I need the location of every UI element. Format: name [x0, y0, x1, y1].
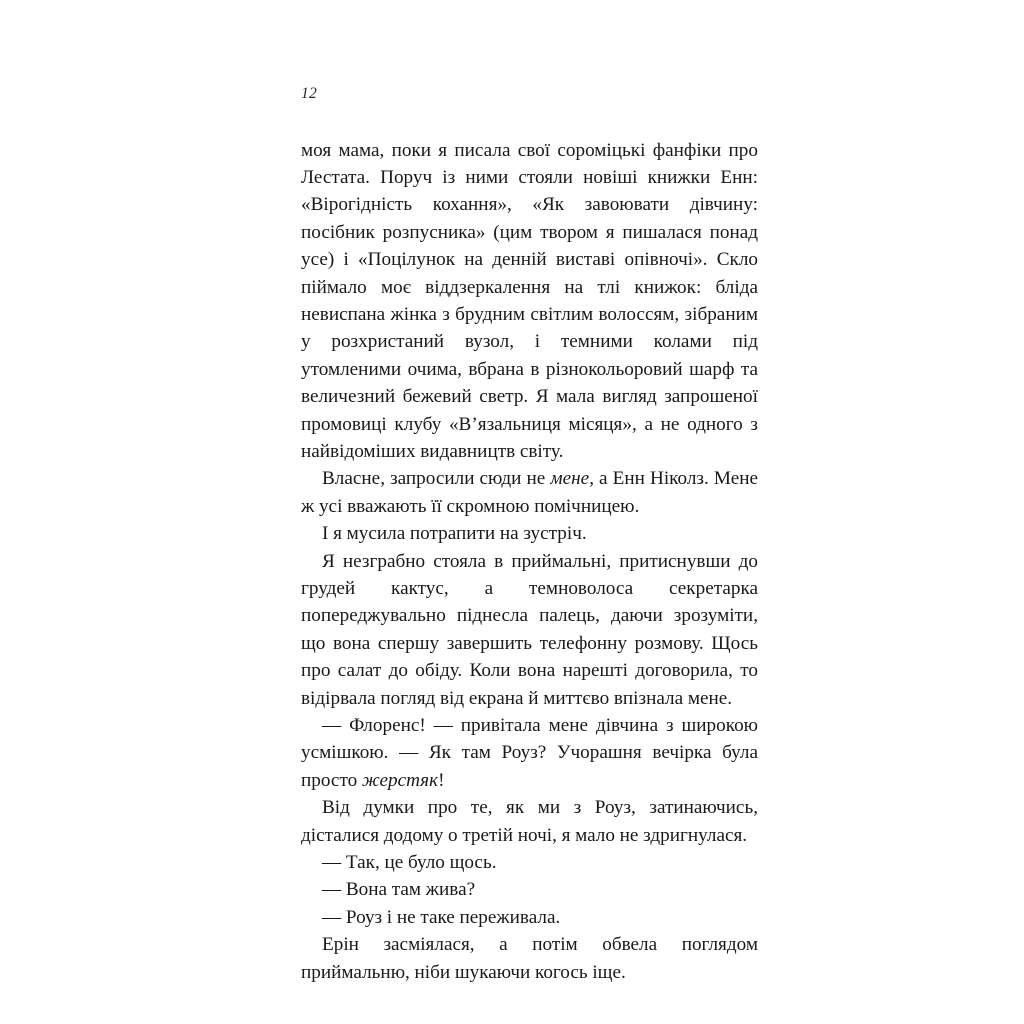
paragraph-6: Від думки про те, як ми з Роуз, затинаючись, дісталися додому о третій ночі, я мало не здригнулася. [301, 797, 758, 846]
dialogue-line-3: — Роуз і не таке переживала. [322, 906, 561, 928]
dialogue-line-2: — Вона там жива? [322, 879, 476, 901]
paragraph-5-lead: — Флоренс! — привітала мене дівчина з широкою усмішкою. — Як там Роуз? Учорашня вечірка була просто [301, 715, 758, 791]
page-number: 12 [301, 85, 317, 102]
body-text [301, 137, 758, 987]
paragraph-1: моя мама, поки я писала свої сороміцькі фанфіки про Лестата. Поруч із ними стояли новіші книжки Енн: «Вірогідність кохання», «Як завоювати дівчину: посібник розпусника» (цим твором я пишалася понад усе) і «Поцілунок на денній виставі опівночі». Скло піймало моє віддзеркалення на тлі книжок: бліда невиспана жінка з брудним світлим волоссям, зібраним у розхристаний вузол, і темними колами під утомленими очима, вбрана в різнокольоровий шарф та величезний бежевий светр. Я мала вигляд запрошеної промовиці клубу «В’язальниця місяця», а не одного з найвідоміших видавництв світу. [301, 139, 758, 462]
text-column [301, 86, 758, 986]
paragraph-2 [301, 465, 758, 520]
paragraph-7: Ерін засміялася, а потім обвела поглядом приймальню, ніби шукаючи когось іще. [301, 934, 758, 983]
paragraph-5-tail: ! [438, 769, 445, 791]
paragraph-2-lead: Власне, запросили сюди не [322, 468, 551, 490]
paragraph-4: Я незграбно стояла в приймальні, притиснувши до грудей кактус, а темноволоса секретарка попереджувально піднесла палець, даючи зрозуміти, що вона спершу завершить телефонну розмову. Щось про салат до обіду. Коли вона нарешті договорила, то відірвала погляд від екрана й миттєво впізнала мене. [301, 550, 758, 709]
paragraph-2-tail: , а Енн Ніколз. Мене ж усі вважають її скромною помічницею. [301, 468, 758, 517]
paragraph-5 [301, 712, 758, 794]
paragraph-3: І я мусила потрапити на зустріч. [322, 523, 587, 545]
paragraph-2-emphasis: мене [550, 468, 590, 490]
dialogue-line-1: — Так, це було щось. [322, 852, 497, 874]
paragraph-5-emphasis: жерстяк [361, 769, 439, 791]
